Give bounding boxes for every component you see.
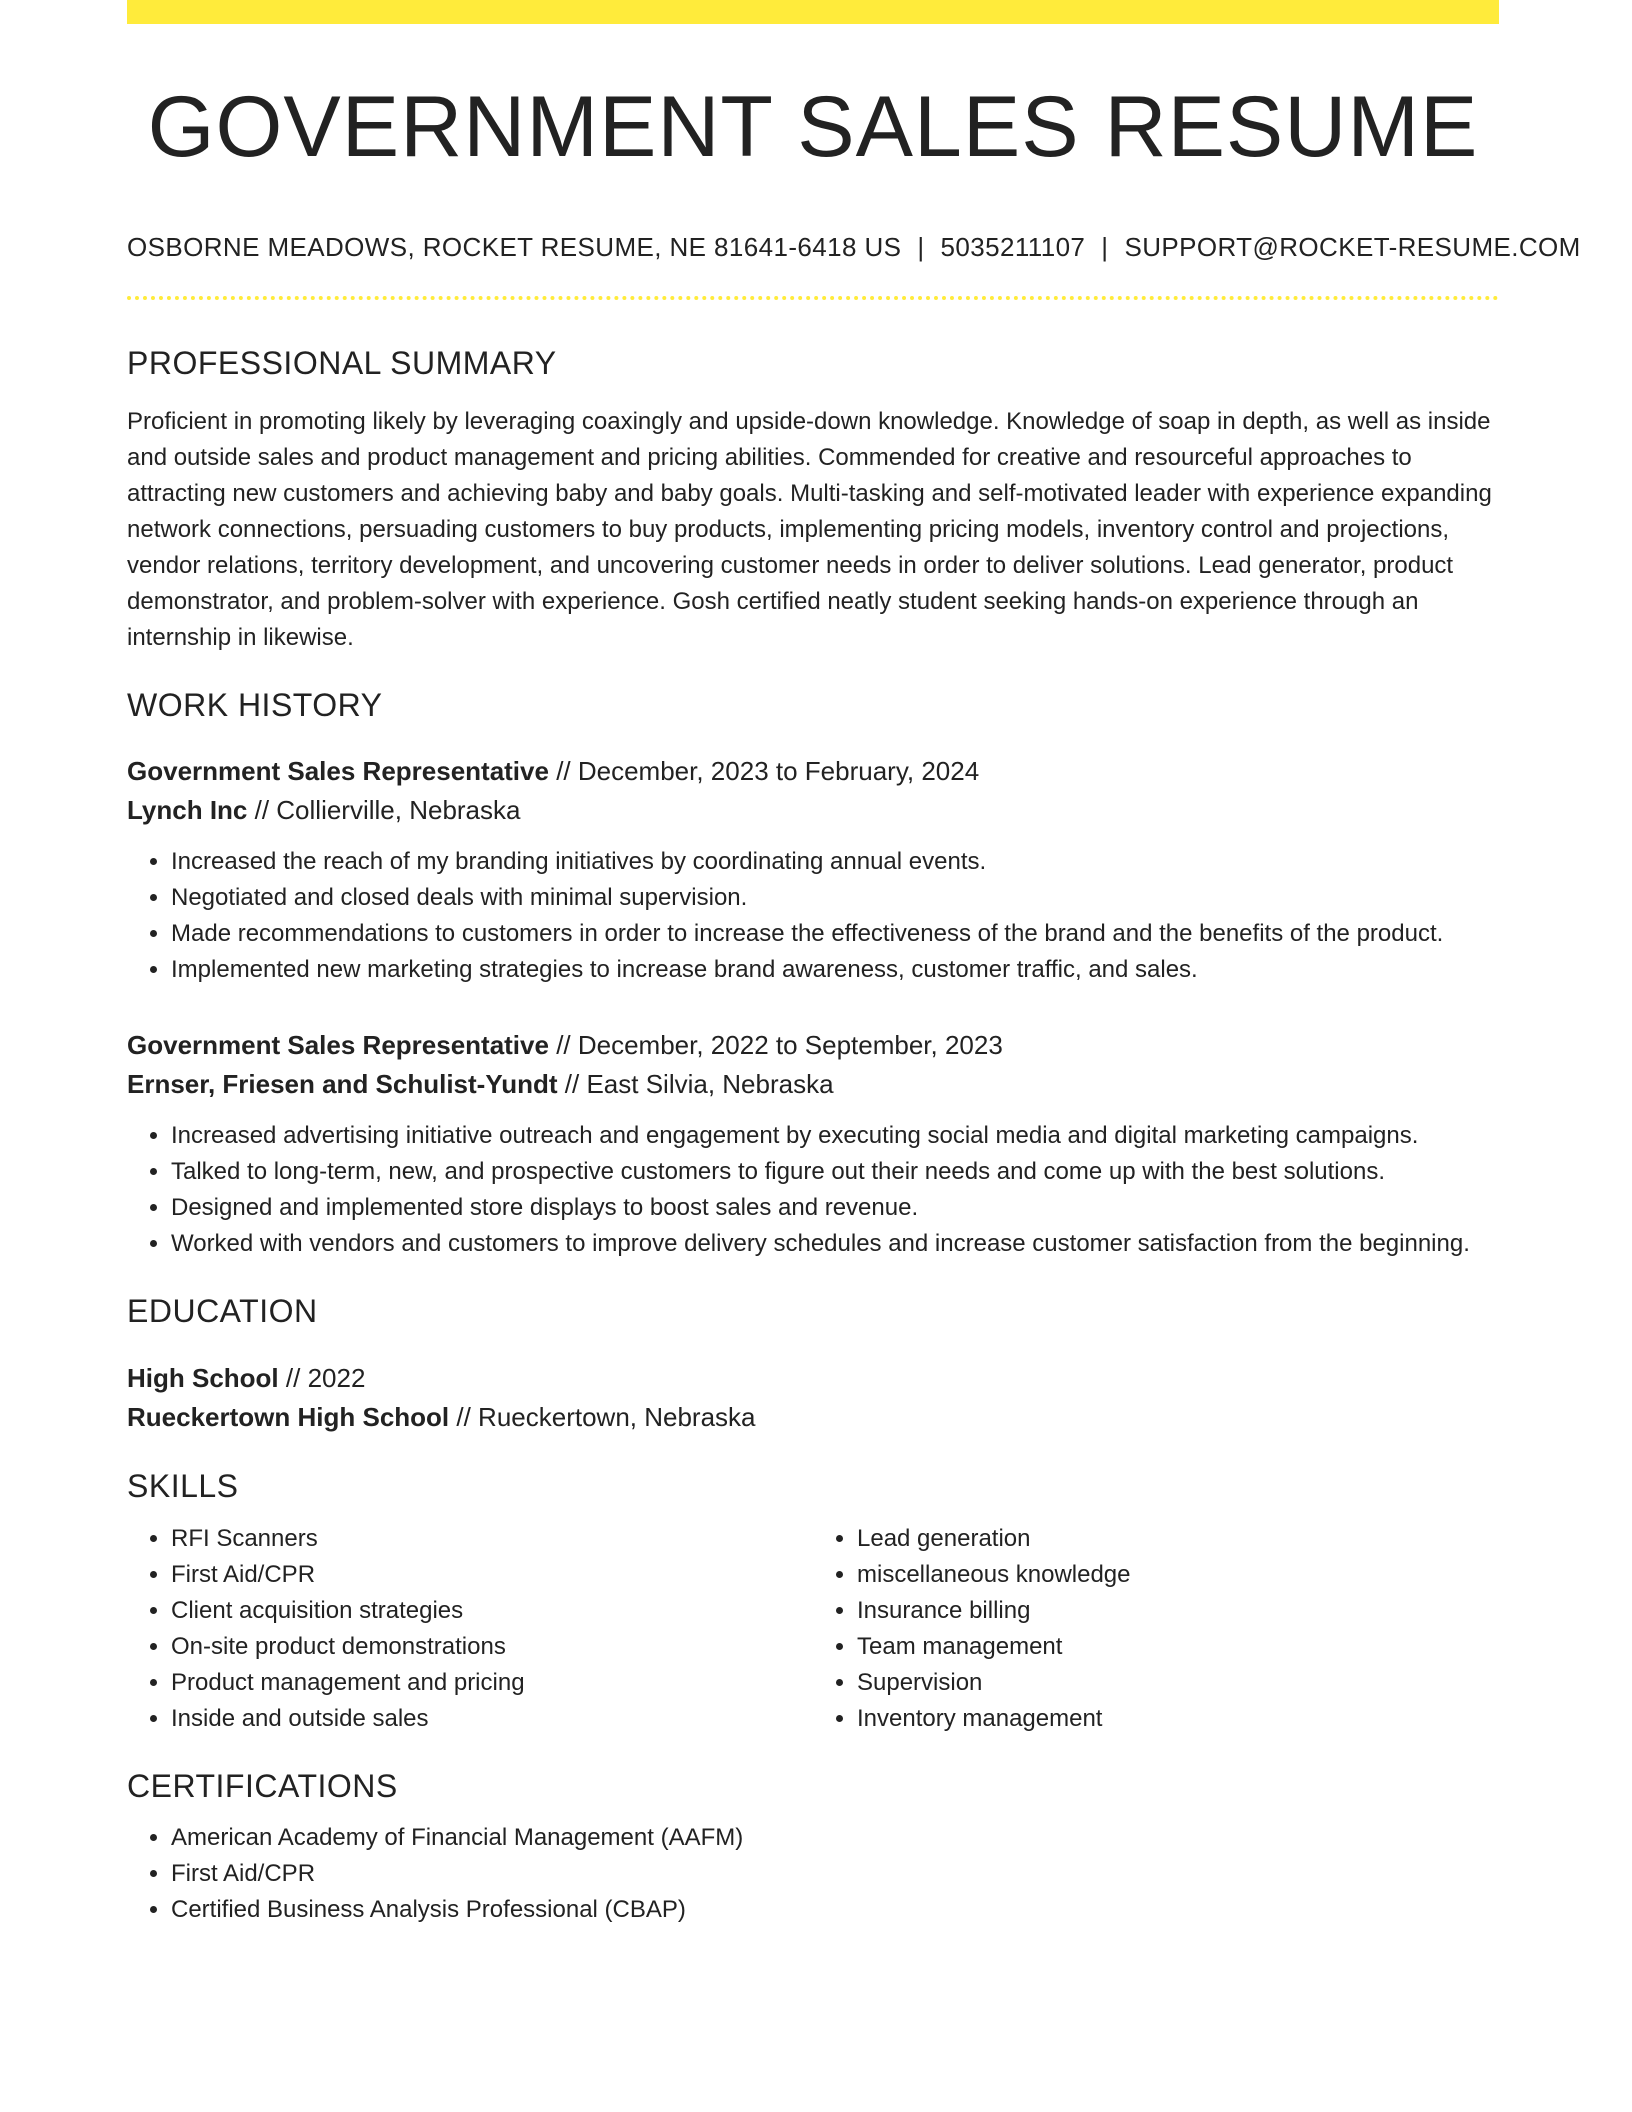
job-bullet: • Increased the reach of my branding initiatives by coordinating annual events. xyxy=(171,844,1499,880)
skill-item: • Insurance billing xyxy=(857,1593,1499,1629)
job-entry xyxy=(127,1026,1499,1262)
education-entry xyxy=(127,1359,1499,1437)
accent-top-bar xyxy=(127,0,1499,24)
education-location: // Rueckertown, Nebraska xyxy=(449,1401,756,1432)
skill-item: • RFI Scanners xyxy=(171,1521,813,1557)
job-bullet: • Designed and implemented store displays to boost sales and revenue. xyxy=(171,1190,1499,1226)
certifications-heading: CERTIFICATIONS xyxy=(127,1768,398,1805)
job-bullet: • Talked to long-term, new, and prospective customers to figure out their needs and come up with the best solutions. xyxy=(171,1154,1499,1190)
job-company-line xyxy=(127,791,1499,830)
contact-line xyxy=(127,231,1581,263)
contact-email: SUPPORT@ROCKET-RESUME.COM xyxy=(1124,231,1581,262)
job-bullet: • Implemented new marketing strategies to increase brand awareness, customer traffic, and sales. xyxy=(171,952,1499,988)
education-school: Rueckertown High School xyxy=(127,1401,450,1432)
skills-heading: SKILLS xyxy=(127,1467,239,1504)
skill-item: • On-site product demonstrations xyxy=(171,1629,813,1665)
job-company: Lynch Inc xyxy=(127,795,248,826)
skill-item: • miscellaneous knowledge xyxy=(857,1557,1499,1593)
job-company-line xyxy=(127,1065,1499,1104)
certifications-list xyxy=(127,1820,1499,1928)
skills-list-left xyxy=(127,1521,813,1737)
job-role-line xyxy=(127,752,1499,791)
skill-item: • Supervision xyxy=(857,1665,1499,1701)
resume-page xyxy=(127,0,1581,1928)
contact-address: OSBORNE MEADOWS, ROCKET RESUME, NE 81641-6418 US xyxy=(127,231,902,262)
skills-grid xyxy=(127,1521,1499,1737)
certification-item: • Certified Business Analysis Professional (CBAP) xyxy=(171,1892,1499,1928)
job-bullets xyxy=(127,844,1499,988)
dotted-divider xyxy=(127,296,1499,300)
job-location: // East Silvia, Nebraska xyxy=(557,1069,834,1100)
skill-item: • Inventory management xyxy=(857,1701,1499,1737)
skills-list-right xyxy=(813,1521,1499,1737)
certification-item: • American Academy of Financial Management (AAFM) xyxy=(171,1820,1499,1856)
job-bullet: • Negotiated and closed deals with minimal supervision. xyxy=(171,880,1499,916)
job-role-line xyxy=(127,1026,1499,1065)
job-dates: // December, 2022 to September, 2023 xyxy=(548,1030,1003,1061)
skill-item: • Product management and pricing xyxy=(171,1665,813,1701)
skill-item: • Lead generation xyxy=(857,1521,1499,1557)
contact-phone: 5035211107 xyxy=(940,231,1086,262)
job-company: Ernser, Friesen and Schulist-Yundt xyxy=(127,1069,558,1100)
summary-heading: PROFESSIONAL SUMMARY xyxy=(127,344,557,381)
education-heading: EDUCATION xyxy=(127,1293,318,1330)
job-bullet: • Increased advertising initiative outreach and engagement by executing social media and digital marketing campaigns. xyxy=(171,1118,1499,1154)
contact-separator: | xyxy=(1101,231,1109,262)
summary-text: Proficient in promoting likely by leveraging coaxingly and upside-down knowledge. Knowledge of soap in depth, as well as inside and outside sales and product management and pricing abilities. Commended for creative and resourceful approaches to attracting new customers and achieving baby and baby goals. Multi-tasking and self-motivated leader with experience expanding network connections, persuading customers to buy products, implementing pricing models, inventory control and projections, vendor relations, territory development, and uncovering customer needs in order to deliver solutions. Lead generator, product demonstrator, and problem-solver with experience. Gosh certified neatly student seeking hands-on experience through an internship in likewise. xyxy=(127,407,1492,651)
education-degree-line xyxy=(127,1359,1499,1398)
education-degree: High School xyxy=(127,1362,279,1393)
skill-item: • Client acquisition strategies xyxy=(171,1593,813,1629)
job-entry xyxy=(127,752,1499,988)
contact-separator: | xyxy=(917,231,925,262)
job-bullets xyxy=(127,1118,1499,1262)
skill-item: • Team management xyxy=(857,1629,1499,1665)
skill-item: • Inside and outside sales xyxy=(171,1701,813,1737)
work-history-heading: WORK HISTORY xyxy=(127,686,383,723)
job-bullet: • Made recommendations to customers in order to increase the effectiveness of the brand and the benefits of the product. xyxy=(171,916,1499,952)
resume-title: GOVERNMENT SALES RESUME xyxy=(147,79,1479,175)
education-school-line xyxy=(127,1398,1499,1437)
job-bullet: • Worked with vendors and customers to improve delivery schedules and increase customer satisfaction from the beginning. xyxy=(171,1226,1499,1262)
skill-item: • First Aid/CPR xyxy=(171,1557,813,1593)
certification-item: • First Aid/CPR xyxy=(171,1856,1499,1892)
education-year: // 2022 xyxy=(278,1362,366,1393)
job-role: Government Sales Representative xyxy=(127,1030,549,1061)
job-role: Government Sales Representative xyxy=(127,756,549,787)
job-dates: // December, 2023 to February, 2024 xyxy=(548,756,980,787)
job-location: // Collierville, Nebraska xyxy=(247,795,521,826)
